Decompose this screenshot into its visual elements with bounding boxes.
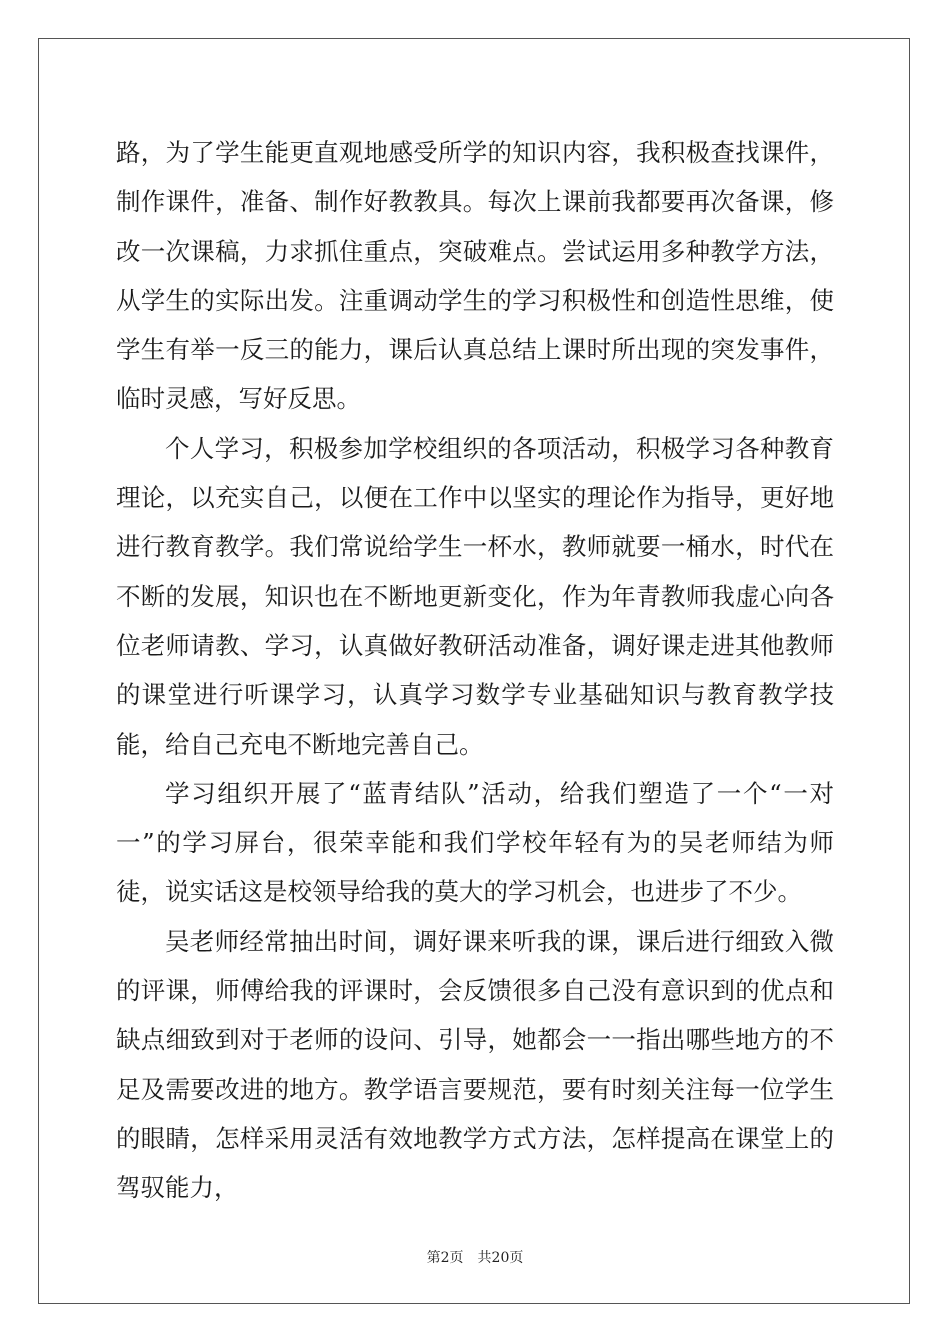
current-page-label: 第2页 — [426, 1250, 464, 1266]
paragraph-2: 个人学习，积极参加学校组织的各项活动，积极学习各种教育理论，以充实自己，以便在工作中以坚实的理论作为指导，更好地进行教育教学。我们常说给学生一杯水，教师就要一桶水，时代在不断的发展，知识也在不断地更新变化，作为年青教师我虚心向各位老师请教、学习，认真做好教研活动准备，调好课走进其他教师的课堂进行听课学习，认真学习数学专业基础知识与教育教学技能，给自己充电不断地完善自己。 — [116, 433, 834, 759]
paragraph-1: 路，为了学生能更直观地感受所学的知识内容，我积极查找课件，制作课件，准备、制作好教教具。每次上课前我都要再次备课，修改一次课稿，力求抓住重点，突破难点。尝试运用多种教学方法，从学生的实际出发。注重调动学生的学习积极性和创造性思维，使学生有举一反三的能力，课后认真总结上课时所出现的突发事件，临时灵感，写好反思。 — [116, 138, 834, 414]
paragraph-3: 学习组织开展了“蓝青结队”活动，给我们塑造了一个“一对一”的学习屏台，很荣幸能和我们学校年轻有为的吴老师结为师徒，说实话这是校领导给我的莫大的学习机会，也进步了不少。 — [116, 778, 834, 907]
paragraph-4: 吴老师经常抽出时间，调好课来听我的课，课后进行细致入微的评课，师傅给我的评课时，会反馈很多自己没有意识到的优点和缺点细致到对于老师的设问、引导，她都会一一指出哪些地方的不足及需要改进的地方。教学语言要规范，要有时刻关注每一位学生的眼睛，怎样采用灵活有效地教学方式方法，怎样提高在课堂上的驾驭能力， — [116, 926, 834, 1203]
page-footer — [0, 1247, 950, 1267]
total-pages-label: 共20页 — [477, 1250, 524, 1266]
document-body — [116, 128, 834, 1213]
